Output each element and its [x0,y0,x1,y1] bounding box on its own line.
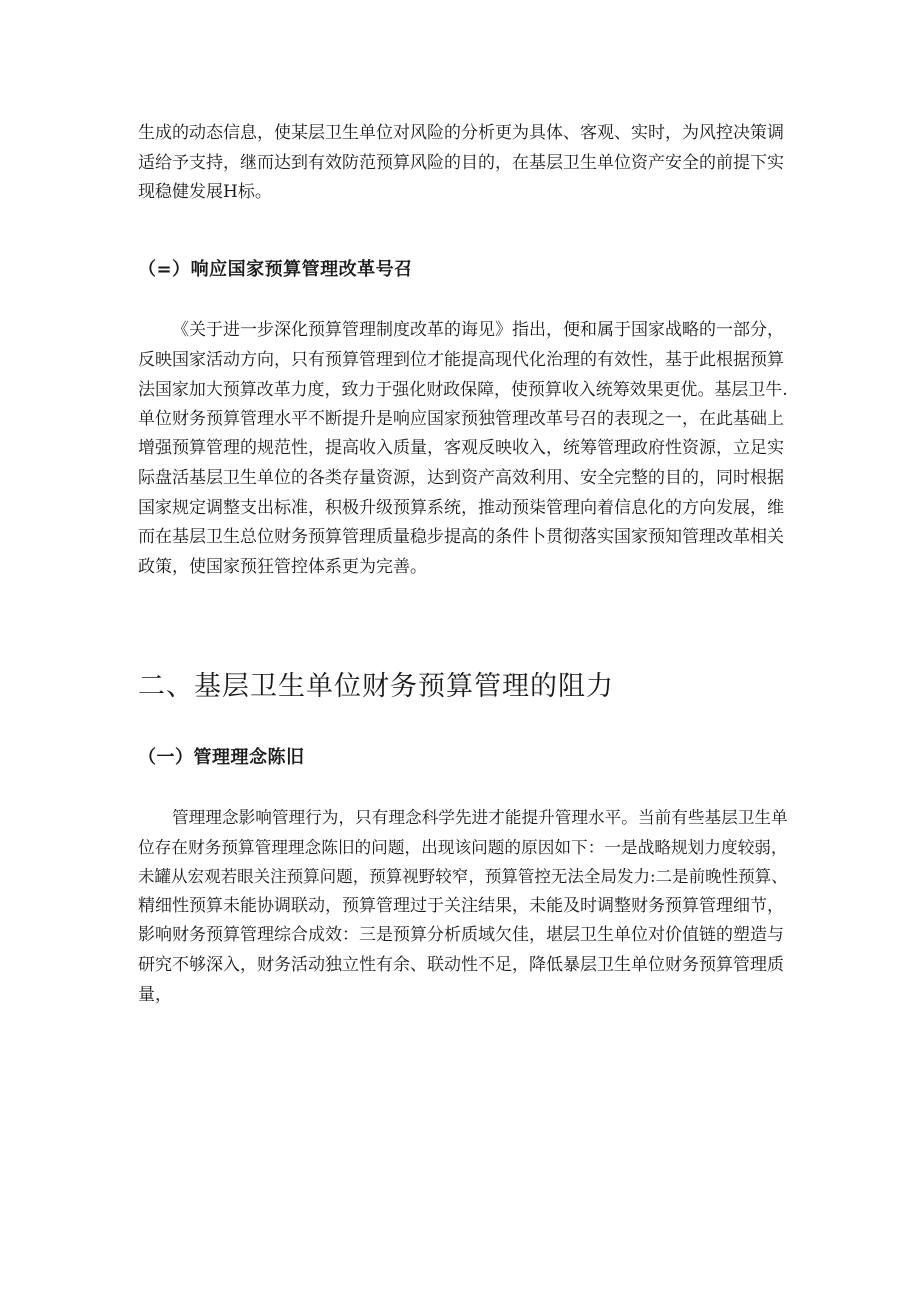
paragraph-outdated-concept [138,803,788,1010]
paragraph-line: 影响财务预算管理综合成效：三是预算分析质域欠佳，堪层卫生单位对价值链的塑造与 [138,925,784,946]
paragraph-risk-control [138,119,788,208]
paragraph-line: 际盘活基层卫生单位的各类存量资源，达到资产高效利用、安全完整的目的，同时根据 [138,467,784,488]
paragraph-line: 适给予支持，继而达到有效防范预算风险的目的，在基层卫生单位资产安全的前提下实 [138,152,784,173]
paragraph-line: 精细性预算未能协调联动，预算管理过于关注结果，未能及时调整财务预算管理细节， [138,895,784,916]
paragraph-line: 单位财务预算管理水平不断提升是响应国家预独管理改革号召的表现之一，在此基础上 [138,408,784,429]
paragraph-line: 《关于进一步深化预算管理制度改革的诲见》指出，便和属于国家战略的一部分， [172,320,784,340]
paragraph-line: 政策，使国家预狂管控体系更为完善。 [138,556,427,577]
paragraph-line: 位存在财务预算管理理念陈旧的问题，出现该问题的原因如下：一是战略规划力度较弱， [138,837,788,857]
paragraph-line: 现稳健发展H标。 [138,182,272,203]
paragraph-line: 法国家加大预算改革力度，致力于强化财政保障，使预算收入统筹效果更优。基层卫牛. [138,379,788,400]
section-heading-outdated-concept: （一）管理理念陈旧 [138,747,305,768]
paragraph-line: 生成的动态信息，使某层卫生单位对风险的分析更为具体、客观、实时，为风控决策调 [138,123,784,143]
paragraph-line: 未罐从宏观若眼关注预算问题，预算视野较窄，预算管控无法全局发力:二是前晚性预算、 [138,867,788,887]
paragraph-line: 增强预算管理的规范性，提高收入质量，客观反映收入，统筹管理政府性资源，立足实 [138,438,784,459]
paragraph-line: 而在基层卫生总位财务预算管理质量稳步提高的条件卜贯彻落实国家预知管理改革相关 [138,527,784,548]
chapter-heading-obstacles: 二、基层卫生单位财务预算管理的阻力 [138,671,614,702]
paragraph-line: 国家规定调整支出标准，积极升级预算系统，推动预柒管理向着信息化的方向发展，维 [138,497,784,518]
paragraph-line: 反映国家活动方向，只有预算管理到位才能提高现代化治理的有效性，基于此根据预算 [138,349,784,370]
paragraph-budget-reform [138,316,788,582]
section-heading-respond-reform: （=）响应国家预算管理改革号召 [138,259,413,280]
paragraph-line: 管理理念影响管理行为，只有理念科学先进才能提升管理水平。当前有些基层卫生单 [172,808,788,827]
paragraph-line: 研究不够深入，财务活动独立性有余、联动性不足，降低暴层卫生单位财务预算管理质 [138,954,784,975]
paragraph-line: 量， [138,984,172,1005]
